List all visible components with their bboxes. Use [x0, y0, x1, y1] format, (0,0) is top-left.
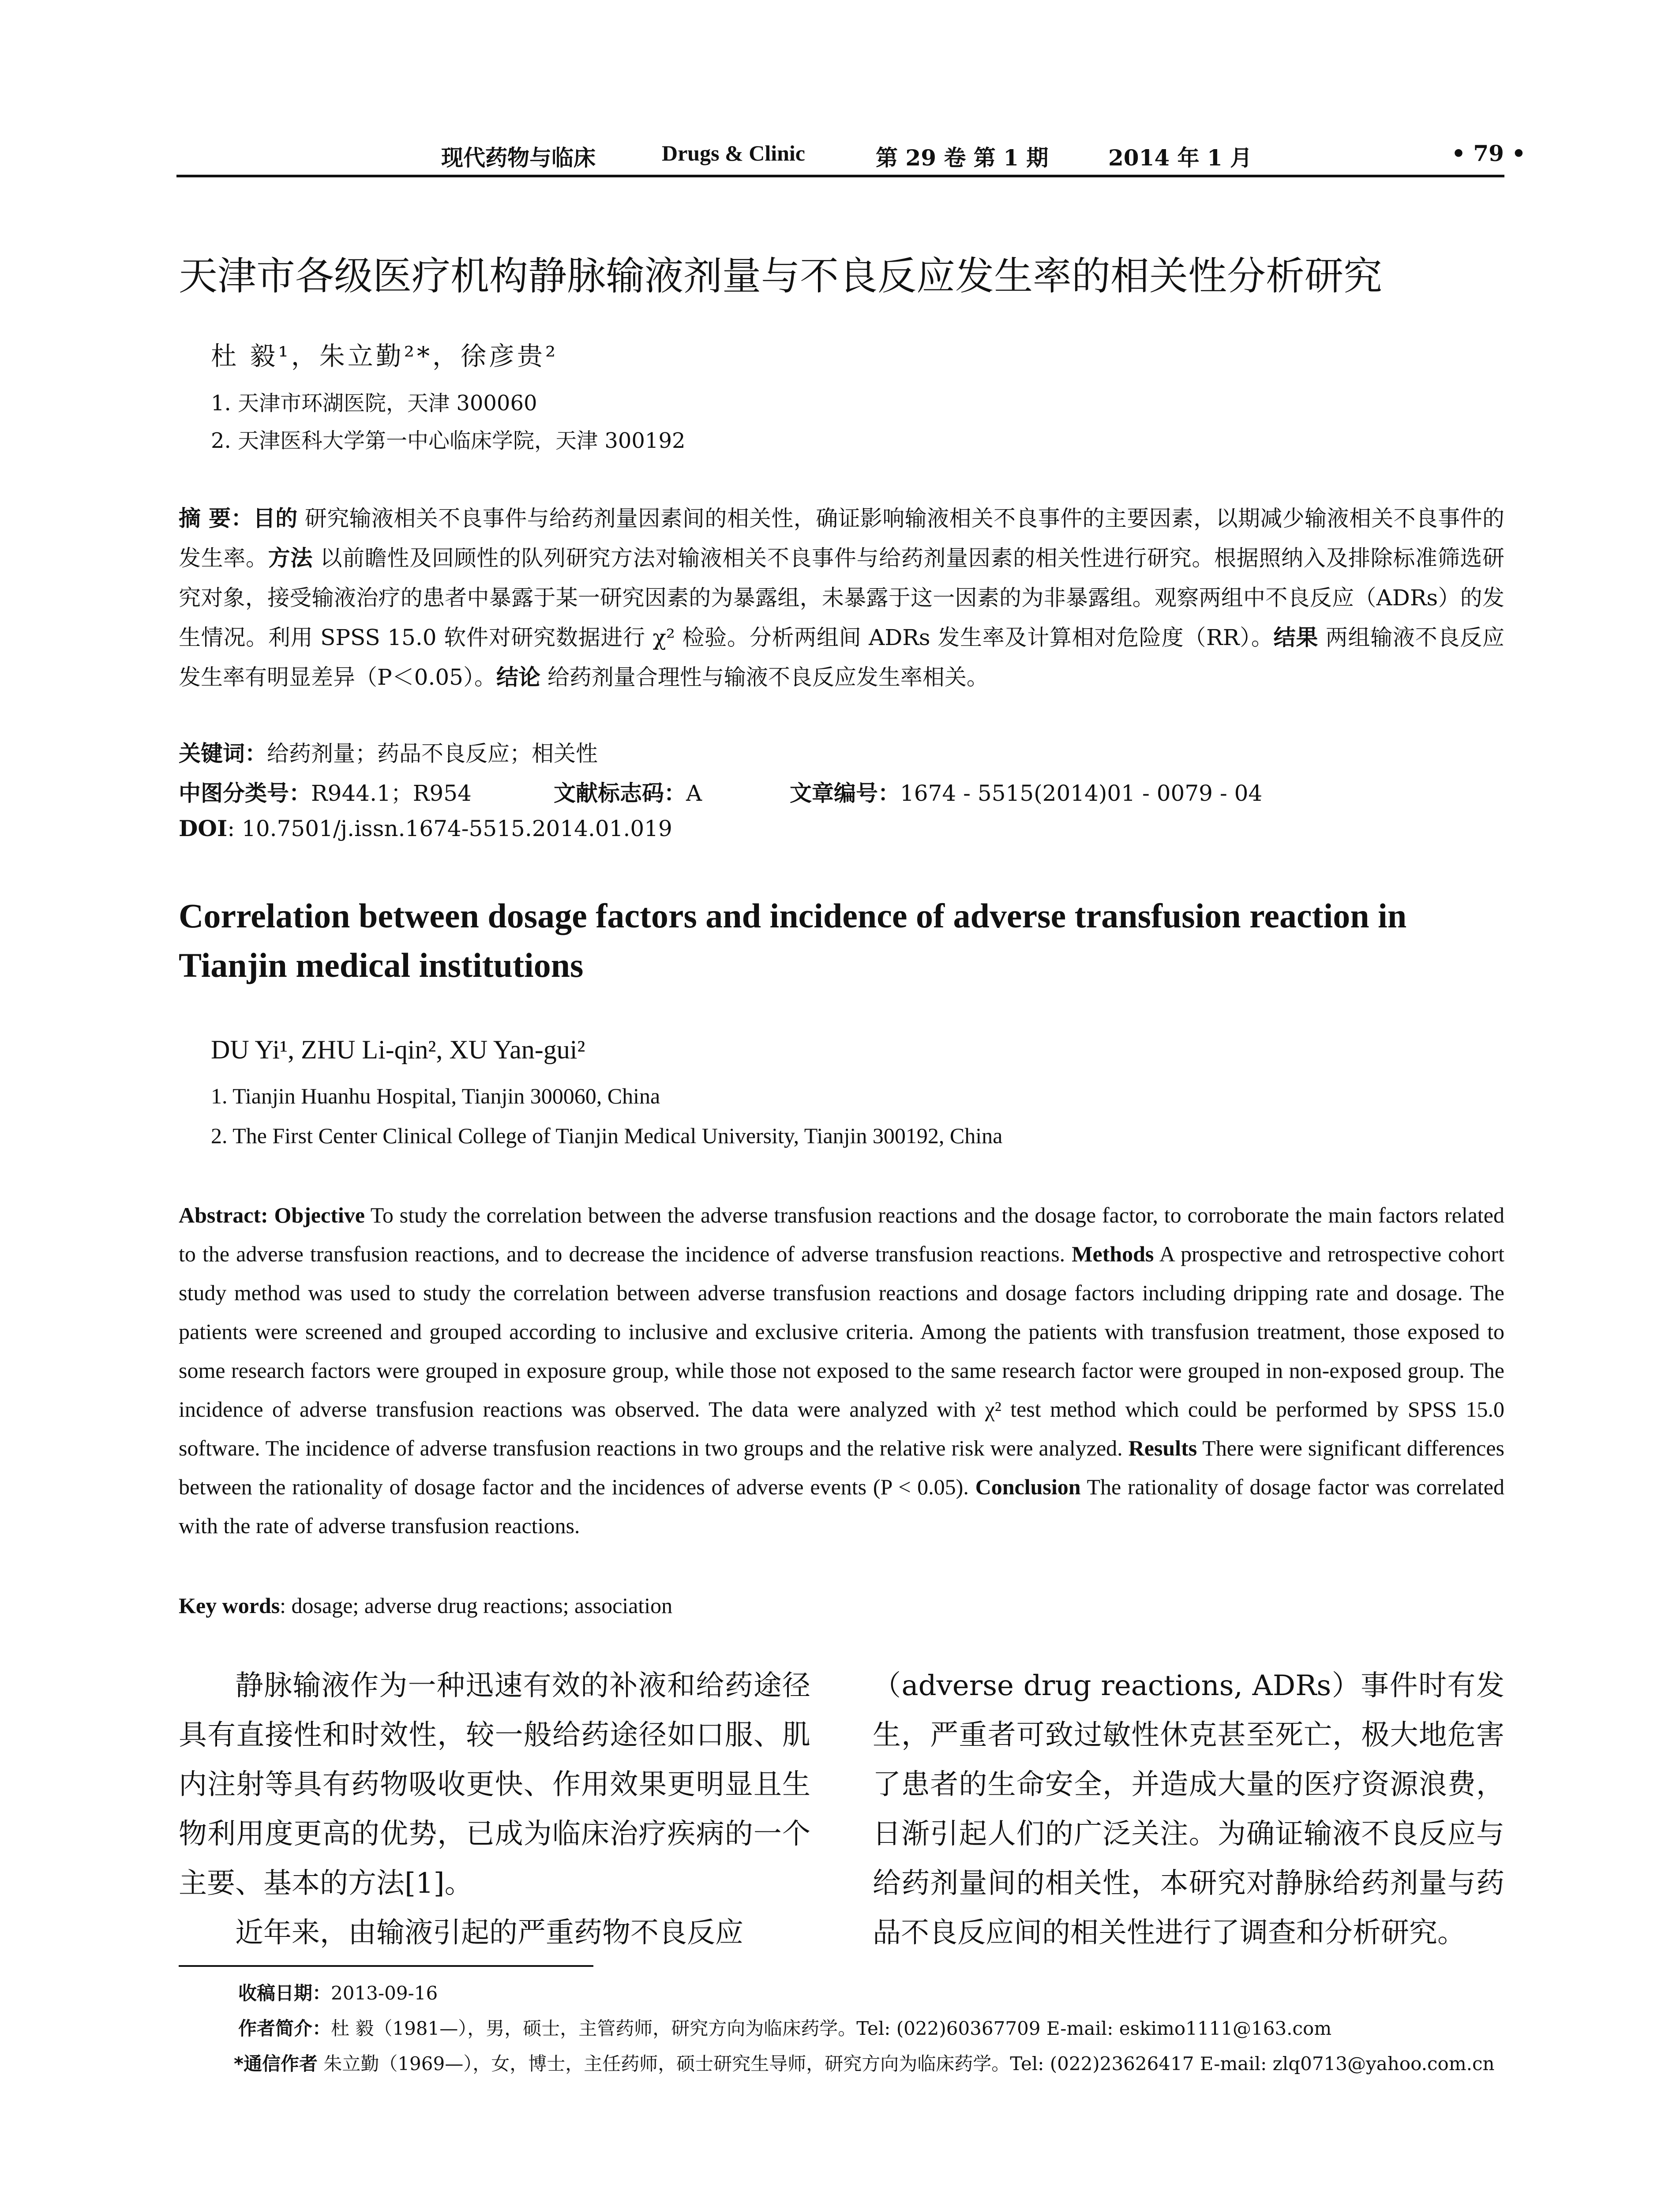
keywords-en	[179, 1586, 1504, 1625]
doi-label: DOI	[179, 815, 228, 841]
body-column-left	[179, 1661, 810, 1958]
clc-text: R944.1；R954	[311, 780, 472, 806]
abstract-cn-label: 摘 要：	[179, 506, 253, 531]
abstract-cn	[179, 499, 1504, 697]
results-en-text: There were significant differences between the rationality of dosage factor and the incidences of adverse events (P < 0.05).	[179, 1436, 1505, 1499]
results-cn-label: 结果	[1273, 625, 1319, 650]
conclusion-cn-text: 给药剂量合理性与输液不良反应发生率相关。	[540, 664, 989, 690]
received-label: 收稿日期：	[238, 1982, 331, 2004]
affiliation-cn-1: 1. 天津市环湖医院，天津 300060	[211, 391, 537, 416]
results-cn-text: 两组输液不良反应发生率有明显差异（P＜0.05）。	[179, 625, 1505, 690]
article-id-label: 文章编号：	[790, 780, 900, 806]
journal-name-en: Drugs & Clinic	[662, 141, 805, 165]
body-paragraph-1: 静脉输液作为一种迅速有效的补液和给药途径具有直接性和时效性，较一般给药途径如口服、肌内注射等具有药物吸收更快、作用效果更明显且生物利用度更高的优势，已成为临床治疗疾病的一个主要、基本的方法[1]。	[179, 1670, 810, 1900]
journal-volume: 第 29 卷 第 1 期	[876, 145, 1049, 171]
affiliation-cn-2: 2. 天津医科大学第一中心临床学院，天津 300192	[211, 428, 686, 453]
title-en: Correlation between dosage factors and incidence of adverse transfusion reaction in Tianjin medical institutions	[179, 897, 1407, 984]
keywords-en-text: : dosage; adverse drug reactions; association	[280, 1593, 673, 1618]
objective-cn-label: 目的	[253, 506, 298, 531]
affiliation-en-1: 1. Tianjin Huanhu Hospital, Tianjin 300060, China	[211, 1084, 660, 1108]
footnote-corresponding	[234, 2049, 1495, 2076]
abstract-en	[179, 1196, 1504, 1545]
keywords-cn-label: 关键词：	[179, 741, 267, 766]
footnote-author	[238, 2014, 1331, 2041]
methods-cn-label: 方法	[268, 545, 313, 571]
keywords-en-label: Key words	[179, 1593, 280, 1618]
document-code	[554, 776, 702, 807]
methods-cn-text: 以前瞻性及回顾性的队列研究方法对输液相关不良事件与给药剂量因素的相关性进行研究。根据照纳入及排除标准筛选研究对象，接受输液治疗的患者中暴露于某一研究因素的为暴露组，未暴露于这一因素的为非暴露组。观察两组中不良反应（ADRs）的发生情况。利用 SPSS 15.0 软件对研究数据进行 χ² 检验。分析两组间 ADRs 发生率及计算相对危险度（RR）。	[179, 545, 1504, 650]
methods-en-text: A prospective and retrospective cohort study method was used to study the correlation between adverse transfusion reactions and dosage factors including dripping rate and dosage. The patients were screened and grouped according to inclusive and exclusive criteria. Among the patients with transfusion treatment, those exposed to some research factors were grouped in exposure group, while those not exposed to the same research factor were grouped in non-exposed group. The incidence of adverse transfusion reactions was observed. The data were analyzed with χ² test method which could be performed by SPSS 15.0 software. The incidence of adverse transfusion reactions in two groups and the relative risk were analyzed.	[179, 1242, 1504, 1460]
objective-cn-text: 研究输液相关不良事件与给药剂量因素间的相关性，确证影响输液相关不良事件的主要因素，以期减少输液相关不良事件的发生率。	[179, 506, 1504, 571]
doi-text: : 10.7501/j.issn.1674-5515.2014.01.019	[227, 816, 672, 841]
doi	[179, 815, 672, 841]
keywords-cn	[179, 736, 598, 768]
body-paragraph-3: （adverse drug reactions, ADRs）事件时有发生，严重者可致过敏性休克甚至死亡，极大地危害了患者的生命安全，并造成大量的医疗资源浪费，日渐引起人们的广泛关注。为确证输液不良反应与给药剂量间的相关性，本研究对静脉给药剂量与药品不良反应间的相关性进行了调查和分析研究。	[873, 1670, 1504, 1949]
clc-label: 中图分类号：	[179, 780, 311, 806]
page-number: • 79 •	[1451, 140, 1526, 166]
author-info-text: 杜 毅（1981—），男，硕士，主管药师，研究方向为临床药学。Tel: (022)60367709 E-mail: eskimo1111@163.com	[331, 2018, 1332, 2039]
objective-en-text: To study the correlation between the adverse transfusion reactions and the dosage factor, to corroborate the main factors related to the adverse transfusion reactions, and to decrease the incidence of adverse transfusion reactions.	[179, 1203, 1504, 1266]
authors-en: DU Yi¹, ZHU Li-qin², XU Yan-gui²	[211, 1035, 585, 1064]
authors-cn: 杜 毅¹，朱立勤²*，徐彦贵²	[211, 341, 559, 371]
title-cn: 天津市各级医疗机构静脉输液剂量与不良反应发生率的相关性分析研究	[179, 253, 1383, 299]
body-paragraph-2: 近年来，由输液引起的严重药物不良反应	[235, 1917, 743, 1949]
article-id-text: 1674 - 5515(2014)01 - 0079 - 04	[900, 780, 1263, 806]
body-column-right	[873, 1661, 1504, 1958]
article-id	[790, 776, 1262, 807]
methods-en-label: Methods	[1072, 1242, 1154, 1266]
received-date: 2013-09-16	[331, 1982, 438, 2004]
journal-date: 2014 年 1 月	[1108, 145, 1252, 171]
affiliation-en-2: 2. The First Center Clinical College of Tianjin Medical University, Tianjin 300192, China	[211, 1123, 1003, 1148]
corresponding-label: *通信作者	[234, 2053, 318, 2075]
clc-number	[179, 776, 472, 807]
footnote-received	[238, 1979, 438, 2005]
results-en-label: Results	[1128, 1436, 1197, 1460]
footnote-rule	[179, 1965, 593, 1967]
keywords-cn-text: 给药剂量；药品不良反应；相关性	[267, 741, 598, 766]
corresponding-text: 朱立勤（1969—），女，博士，主任药师，硕士研究生导师，研究方向为临床药学。Tel: (022)23626417 E-mail: zlq0713@yahoo.com.cn	[317, 2053, 1495, 2075]
journal-name-cn: 现代药物与临床	[441, 145, 596, 171]
conclusion-cn-label: 结论	[496, 664, 540, 690]
document-code-text: A	[686, 780, 702, 806]
header-rule	[176, 175, 1504, 177]
conclusion-en-label: Conclusion	[975, 1474, 1081, 1499]
conclusion-en-text: The rationality of dosage factor was correlated with the rate of adverse transfusion reactions.	[179, 1474, 1504, 1538]
abstract-en-label: Abstract: Objective	[179, 1203, 365, 1227]
document-code-label: 文献标志码：	[554, 780, 686, 806]
author-info-label: 作者简介：	[238, 2018, 331, 2039]
